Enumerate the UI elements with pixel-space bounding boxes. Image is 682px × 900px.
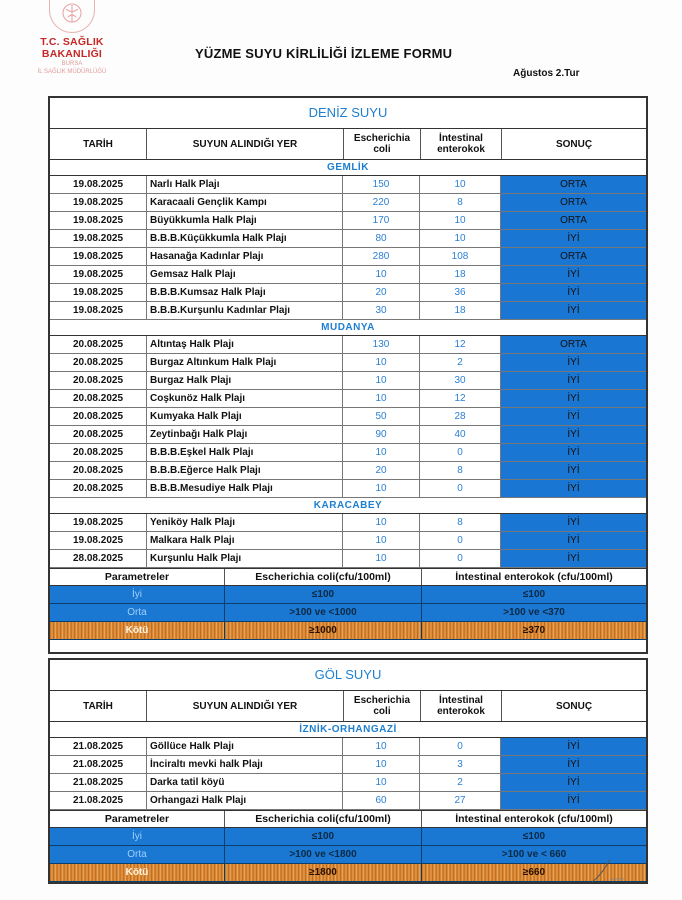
cell-result [501, 408, 646, 425]
cell-ecoli: 10 [343, 738, 420, 755]
cell-place: Burgaz Halk Plajı [147, 372, 343, 389]
table-row [50, 372, 646, 390]
parameter-row [50, 828, 646, 846]
cell-ecoli: 50 [343, 408, 420, 425]
result-badge: ORTA [560, 179, 587, 190]
table-row [50, 480, 646, 498]
cell-enterococcus: 2 [420, 774, 501, 791]
cell-result [501, 372, 646, 389]
table-row [50, 284, 646, 302]
cell-date: 20.08.2025 [50, 426, 147, 443]
cell-place: Altıntaş Halk Plajı [147, 336, 343, 353]
cell-date: 21.08.2025 [50, 756, 147, 773]
cell-enterococcus: 18 [420, 302, 501, 319]
col-ecoli-header: Escherichia coli [344, 129, 421, 159]
org-name: T.C. SAĞLIK BAKANLIĞI [40, 36, 104, 60]
result-badge: İYİ [567, 447, 580, 458]
cell-place: Kurşunlu Halk Plajı [147, 550, 343, 567]
cell-enterococcus: 3 [420, 756, 501, 773]
cell-enterococcus: 0 [420, 480, 501, 497]
table-row [50, 354, 646, 372]
col-result-header: SONUÇ [555, 138, 593, 150]
cell-enterococcus: 18 [420, 266, 501, 283]
cell-result [501, 390, 646, 407]
cell-ecoli: 10 [343, 354, 420, 371]
cell-enterococcus: 0 [420, 532, 501, 549]
cell-date: 21.08.2025 [50, 774, 147, 791]
col-enterococcus-header: İntestinal enterokok [421, 691, 502, 721]
cell-ecoli: 10 [343, 480, 420, 497]
sea-parameters-table [50, 568, 646, 640]
table-row [50, 194, 646, 212]
cell-place: Orhangazi Halk Plajı [147, 792, 343, 809]
parameter-name: Orta [50, 604, 225, 621]
ministry-seal-icon [49, 0, 95, 33]
parameters-enterococcus-label: İntestinal enterokok (cfu/100ml) [455, 813, 613, 825]
parameters-ecoli-label: Escherichia coli(cfu/100ml) [225, 569, 422, 585]
cell-date: 28.08.2025 [50, 550, 147, 567]
cell-enterococcus: 36 [420, 284, 501, 301]
cell-ecoli: 30 [343, 302, 420, 319]
cell-enterococcus: 12 [420, 336, 501, 353]
parameter-enterococcus-limit: >100 ve < 660 [422, 846, 646, 863]
cell-ecoli: 130 [343, 336, 420, 353]
lake-table-header [50, 691, 646, 722]
table-row [50, 756, 646, 774]
lake-water-title: GÖL SUYU [50, 660, 646, 691]
table-row [50, 176, 646, 194]
result-badge: ORTA [560, 197, 587, 208]
result-badge: İYİ [567, 795, 580, 806]
org-sub-city: BURSA [61, 61, 83, 67]
cell-result [501, 514, 646, 531]
table-row [50, 212, 646, 230]
cell-result [501, 302, 646, 319]
cell-date: 20.08.2025 [50, 408, 147, 425]
cell-enterococcus: 30 [420, 372, 501, 389]
table-row [50, 792, 646, 810]
group-name: GEMLİK [50, 160, 646, 176]
result-badge: ORTA [560, 251, 587, 262]
cell-date: 19.08.2025 [50, 212, 147, 229]
parameter-enterococcus-limit: >100 ve <370 [422, 604, 646, 621]
parameter-ecoli-limit: ≤100 [225, 586, 422, 603]
result-badge: ORTA [560, 339, 587, 350]
cell-place: Kumyaka Halk Plajı [147, 408, 343, 425]
cell-enterococcus: 10 [420, 176, 501, 193]
cell-place: Malkara Halk Plajı [147, 532, 343, 549]
result-badge: İYİ [567, 517, 580, 528]
cell-date: 19.08.2025 [50, 176, 147, 193]
table-row [50, 408, 646, 426]
cell-date: 20.08.2025 [50, 390, 147, 407]
result-badge: İYİ [567, 553, 580, 564]
result-badge: İYİ [567, 393, 580, 404]
cell-enterococcus: 10 [420, 230, 501, 247]
result-badge: İYİ [567, 465, 580, 476]
parameters-header [50, 568, 646, 586]
parameters-ecoli-label: Escherichia coli(cfu/100ml) [225, 811, 422, 827]
result-badge: İYİ [567, 741, 580, 752]
table-row [50, 390, 646, 408]
parameter-name: Orta [50, 846, 225, 863]
cell-place: İnciraltı mevki halk Plajı [147, 756, 343, 773]
cell-place: B.B.B.Eğerce Halk Plajı [147, 462, 343, 479]
parameters-enterococcus-label: İntestinal enterokok (cfu/100ml) [455, 571, 613, 583]
parameter-enterococcus-limit: ≥370 [422, 622, 646, 639]
cell-place: B.B.B.Küçükkumla Halk Plajı [147, 230, 343, 247]
result-badge: ORTA [560, 215, 587, 226]
cell-result [501, 176, 646, 193]
sea-table-header [50, 129, 646, 160]
cell-ecoli: 170 [343, 212, 420, 229]
sea-water-title: DENİZ SUYU [50, 98, 646, 129]
cell-place: Burgaz Altınkum Halk Plajı [147, 354, 343, 371]
cell-ecoli: 280 [343, 248, 420, 265]
cell-result [501, 248, 646, 265]
cell-ecoli: 10 [343, 550, 420, 567]
table-row [50, 774, 646, 792]
result-badge: İYİ [567, 411, 580, 422]
group-name: KARACABEY [50, 498, 646, 514]
cell-enterococcus: 8 [420, 462, 501, 479]
cell-ecoli: 20 [343, 462, 420, 479]
table-row [50, 462, 646, 480]
parameter-ecoli-limit: ≥1000 [225, 622, 422, 639]
cell-date: 21.08.2025 [50, 738, 147, 755]
cell-ecoli: 10 [343, 372, 420, 389]
cell-ecoli: 150 [343, 176, 420, 193]
cell-result [501, 532, 646, 549]
parameter-name: Kötü [50, 864, 225, 881]
cell-enterococcus: 12 [420, 390, 501, 407]
cell-ecoli: 10 [343, 756, 420, 773]
table-row [50, 266, 646, 284]
cell-place: Yeniköy Halk Plajı [147, 514, 343, 531]
table-row [50, 532, 646, 550]
parameter-ecoli-limit: >100 ve <1000 [225, 604, 422, 621]
parameter-ecoli-limit: >100 ve <1800 [225, 846, 422, 863]
parameters-header [50, 810, 646, 828]
cell-ecoli: 10 [343, 532, 420, 549]
parameter-row [50, 604, 646, 622]
cell-place: Zeytinbağı Halk Plajı [147, 426, 343, 443]
lake-table-body [50, 722, 646, 810]
cell-ecoli: 80 [343, 230, 420, 247]
cell-result [501, 354, 646, 371]
cell-ecoli: 20 [343, 284, 420, 301]
cell-date: 19.08.2025 [50, 266, 147, 283]
cell-place: Karacaali Gençlik Kampı [147, 194, 343, 211]
parameter-row [50, 586, 646, 604]
cell-date: 21.08.2025 [50, 792, 147, 809]
cell-result [501, 284, 646, 301]
parameter-ecoli-limit: ≤100 [225, 828, 422, 845]
cell-enterococcus: 0 [420, 550, 501, 567]
cell-date: 19.08.2025 [50, 302, 147, 319]
cell-ecoli: 10 [343, 266, 420, 283]
cell-date: 20.08.2025 [50, 336, 147, 353]
signature-mark-icon [588, 856, 628, 886]
table-row [50, 444, 646, 462]
parameters-label: Parametreler [50, 811, 225, 827]
table-row [50, 738, 646, 756]
org-sub-directorate: İL SAĞLIK MÜDÜRLÜĞÜ [37, 69, 107, 75]
cell-ecoli: 10 [343, 514, 420, 531]
cell-date: 20.08.2025 [50, 480, 147, 497]
cell-result [501, 336, 646, 353]
cell-enterococcus: 0 [420, 738, 501, 755]
cell-ecoli: 10 [343, 390, 420, 407]
table-row [50, 514, 646, 532]
cell-result [501, 212, 646, 229]
result-badge: İYİ [567, 759, 580, 770]
cell-enterococcus: 28 [420, 408, 501, 425]
cell-result [501, 426, 646, 443]
parameter-enterococcus-limit: ≥660 [422, 864, 646, 881]
sea-water-panel [48, 96, 648, 654]
cell-place: Göllüce Halk Plajı [147, 738, 343, 755]
parameter-name: Kötü [50, 622, 225, 639]
cell-result [501, 756, 646, 773]
cell-enterococcus: 40 [420, 426, 501, 443]
col-date-header: TARİH [50, 129, 147, 159]
cell-date: 20.08.2025 [50, 372, 147, 389]
cell-ecoli: 10 [343, 774, 420, 791]
cell-place: Coşkunöz Halk Plajı [147, 390, 343, 407]
col-place-header: SUYUN ALINDIĞI YER [147, 691, 344, 721]
result-badge: İYİ [567, 375, 580, 386]
result-badge: İYİ [567, 269, 580, 280]
cell-place: Büyükkumla Halk Plajı [147, 212, 343, 229]
result-badge: İYİ [567, 233, 580, 244]
table-row [50, 248, 646, 266]
cell-date: 19.08.2025 [50, 532, 147, 549]
cell-enterococcus: 27 [420, 792, 501, 809]
parameter-name: İyi [50, 828, 225, 845]
group-name: MUDANYA [50, 320, 646, 336]
table-row [50, 550, 646, 568]
table-row [50, 426, 646, 444]
cell-ecoli: 220 [343, 194, 420, 211]
col-place-header: SUYUN ALINDIĞI YER [147, 129, 344, 159]
parameter-row [50, 864, 646, 882]
ministry-logo [12, 0, 132, 76]
cell-date: 20.08.2025 [50, 354, 147, 371]
cell-result [501, 738, 646, 755]
result-badge: İYİ [567, 357, 580, 368]
cell-date: 19.08.2025 [50, 248, 147, 265]
result-badge: İYİ [567, 305, 580, 316]
result-badge: İYİ [567, 287, 580, 298]
cell-date: 20.08.2025 [50, 462, 147, 479]
col-date-header: TARİH [50, 691, 147, 721]
cell-enterococcus: 8 [420, 194, 501, 211]
cell-place: B.B.B.Kurşunlu Kadınlar Plajı [147, 302, 343, 319]
parameter-enterococcus-limit: ≤100 [422, 586, 646, 603]
table-row [50, 230, 646, 248]
col-enterococcus-header: İntestinal enterokok [421, 129, 502, 159]
table-row [50, 302, 646, 320]
result-badge: İYİ [567, 777, 580, 788]
result-badge: İYİ [567, 483, 580, 494]
cell-result [501, 230, 646, 247]
cell-place: Narlı Halk Plajı [147, 176, 343, 193]
cell-ecoli: 90 [343, 426, 420, 443]
parameter-enterococcus-limit: ≤100 [422, 828, 646, 845]
cell-result [501, 792, 646, 809]
parameter-name: İyi [50, 586, 225, 603]
sea-table-body [50, 160, 646, 568]
cell-date: 19.08.2025 [50, 514, 147, 531]
cell-date: 19.08.2025 [50, 284, 147, 301]
cell-date: 19.08.2025 [50, 230, 147, 247]
parameter-ecoli-limit: ≥1800 [225, 864, 422, 881]
result-badge: İYİ [567, 429, 580, 440]
cell-enterococcus: 108 [420, 248, 501, 265]
group-name: İZNİK-ORHANGAZİ [50, 722, 646, 738]
period-label: Ağustos 2.Tur [513, 68, 580, 79]
cell-ecoli: 60 [343, 792, 420, 809]
cell-enterococcus: 2 [420, 354, 501, 371]
table-row [50, 336, 646, 354]
cell-result [501, 774, 646, 791]
cell-place: B.B.B.Mesudiye Halk Plajı [147, 480, 343, 497]
col-result-header: SONUÇ [555, 700, 593, 712]
cell-place: B.B.B.Kumsaz Halk Plajı [147, 284, 343, 301]
col-ecoli-header: Escherichia coli [344, 691, 421, 721]
cell-result [501, 550, 646, 567]
cell-enterococcus: 0 [420, 444, 501, 461]
parameter-row [50, 622, 646, 640]
parameters-label: Parametreler [50, 569, 225, 585]
document-title: YÜZME SUYU KİRLİLİĞİ İZLEME FORMU [195, 46, 453, 61]
result-badge: İYİ [567, 535, 580, 546]
cell-place: Gemsaz Halk Plajı [147, 266, 343, 283]
cell-result [501, 194, 646, 211]
cell-result [501, 444, 646, 461]
parameter-row [50, 846, 646, 864]
cell-enterococcus: 8 [420, 514, 501, 531]
lake-water-panel [48, 658, 648, 884]
cell-date: 20.08.2025 [50, 444, 147, 461]
cell-ecoli: 10 [343, 444, 420, 461]
cell-enterococcus: 10 [420, 212, 501, 229]
lake-parameters-table [50, 810, 646, 882]
cell-result [501, 462, 646, 479]
cell-place: Hasanağa Kadınlar Plajı [147, 248, 343, 265]
cell-place: B.B.B.Eşkel Halk Plajı [147, 444, 343, 461]
cell-place: Darka tatil köyü [147, 774, 343, 791]
cell-result [501, 480, 646, 497]
cell-date: 19.08.2025 [50, 194, 147, 211]
cell-result [501, 266, 646, 283]
